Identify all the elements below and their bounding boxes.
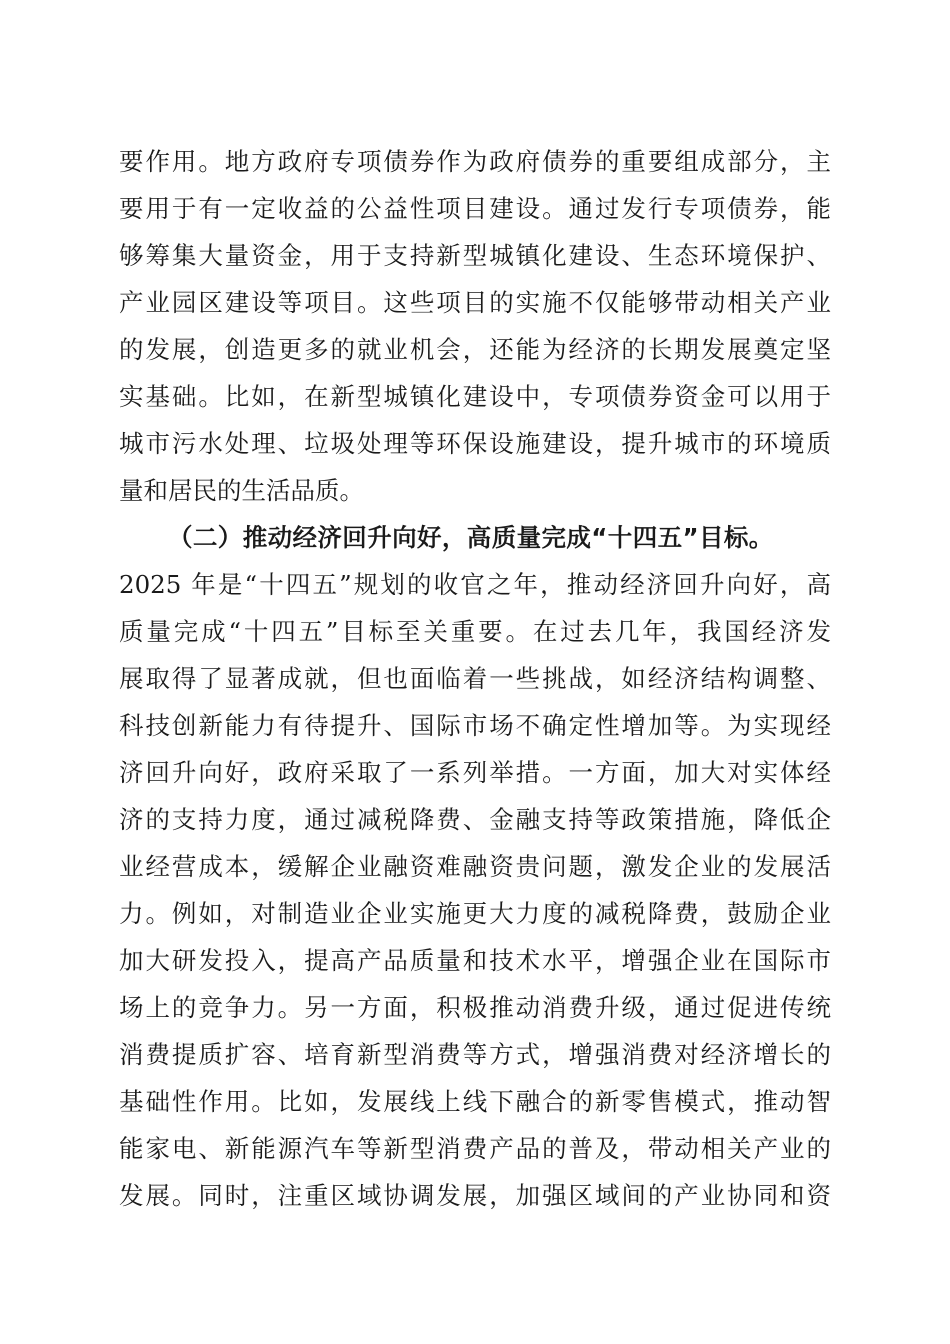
paragraph-line: 要作用。地方政府专项债券作为政府债券的重要组成部分，主 [119, 147, 831, 176]
paragraph-line: 消费提质扩容、培育新型消费等方式，增强消费对经济增长的 [119, 1040, 831, 1069]
paragraph-line: 发展。同时，注重区域协调发展，加强区域间的产业协同和资 [119, 1181, 831, 1210]
paragraph-line: 量和居民的生活品质。 [119, 476, 364, 505]
paragraph-line: 力。例如，对制造业企业实施更大力度的减税降费，鼓励企业 [119, 899, 831, 928]
paragraph-line: 业经营成本，缓解企业融资难融资贵问题，激发企业的发展活 [119, 852, 831, 881]
paragraph-line: 加大研发投入，提高产品质量和技术水平，增强企业在国际市 [119, 946, 831, 975]
paragraph-line: 展取得了显著成就，但也面临着一些挑战，如经济结构调整、 [119, 664, 831, 693]
section-heading: （二）推动经济回升向好，高质量完成“十四五”目标。 [168, 523, 774, 552]
paragraph-1 [119, 138, 831, 514]
paragraph-line: 基础性作用。比如，发展线上线下融合的新零售模式，推动智 [119, 1087, 831, 1116]
paragraph-line: 城市污水处理、垃圾处理等环保设施建设，提升城市的环境质 [119, 429, 831, 458]
paragraph-line: 场上的竞争力。另一方面，积极推动消费升级，通过促进传统 [119, 993, 831, 1022]
paragraph-line: 科技创新能力有待提升、国际市场不确定性增加等。为实现经 [119, 711, 831, 740]
paragraph-line: 质量完成“十四五”目标至关重要。在过去几年，我国经济发 [119, 617, 831, 646]
paragraph-line: 够筹集大量资金，用于支持新型城镇化建设、生态环境保护、 [119, 241, 831, 270]
paragraph-line: 要用于有一定收益的公益性项目建设。通过发行专项债券，能 [119, 194, 831, 223]
paragraph-line: 2025 年是“十四五”规划的收官之年，推动经济回升向好，高 [119, 570, 831, 599]
paragraph-line: 产业园区建设等项目。这些项目的实施不仅能够带动相关产业 [119, 288, 831, 317]
paragraph-line: 实基础。比如，在新型城镇化建设中，专项债券资金可以用于 [119, 382, 831, 411]
paragraph-2 [119, 561, 831, 1219]
document-body [119, 138, 831, 1219]
paragraph-line: 济回升向好，政府采取了一系列举措。一方面，加大对实体经 [119, 758, 831, 787]
paragraph-line: 济的支持力度，通过减税降费、金融支持等政策措施，降低企 [119, 805, 831, 834]
paragraph-line: 的发展，创造更多的就业机会，还能为经济的长期发展奠定坚 [119, 335, 831, 364]
paragraph-line: 能家电、新能源汽车等新型消费产品的普及，带动相关产业的 [119, 1134, 831, 1163]
